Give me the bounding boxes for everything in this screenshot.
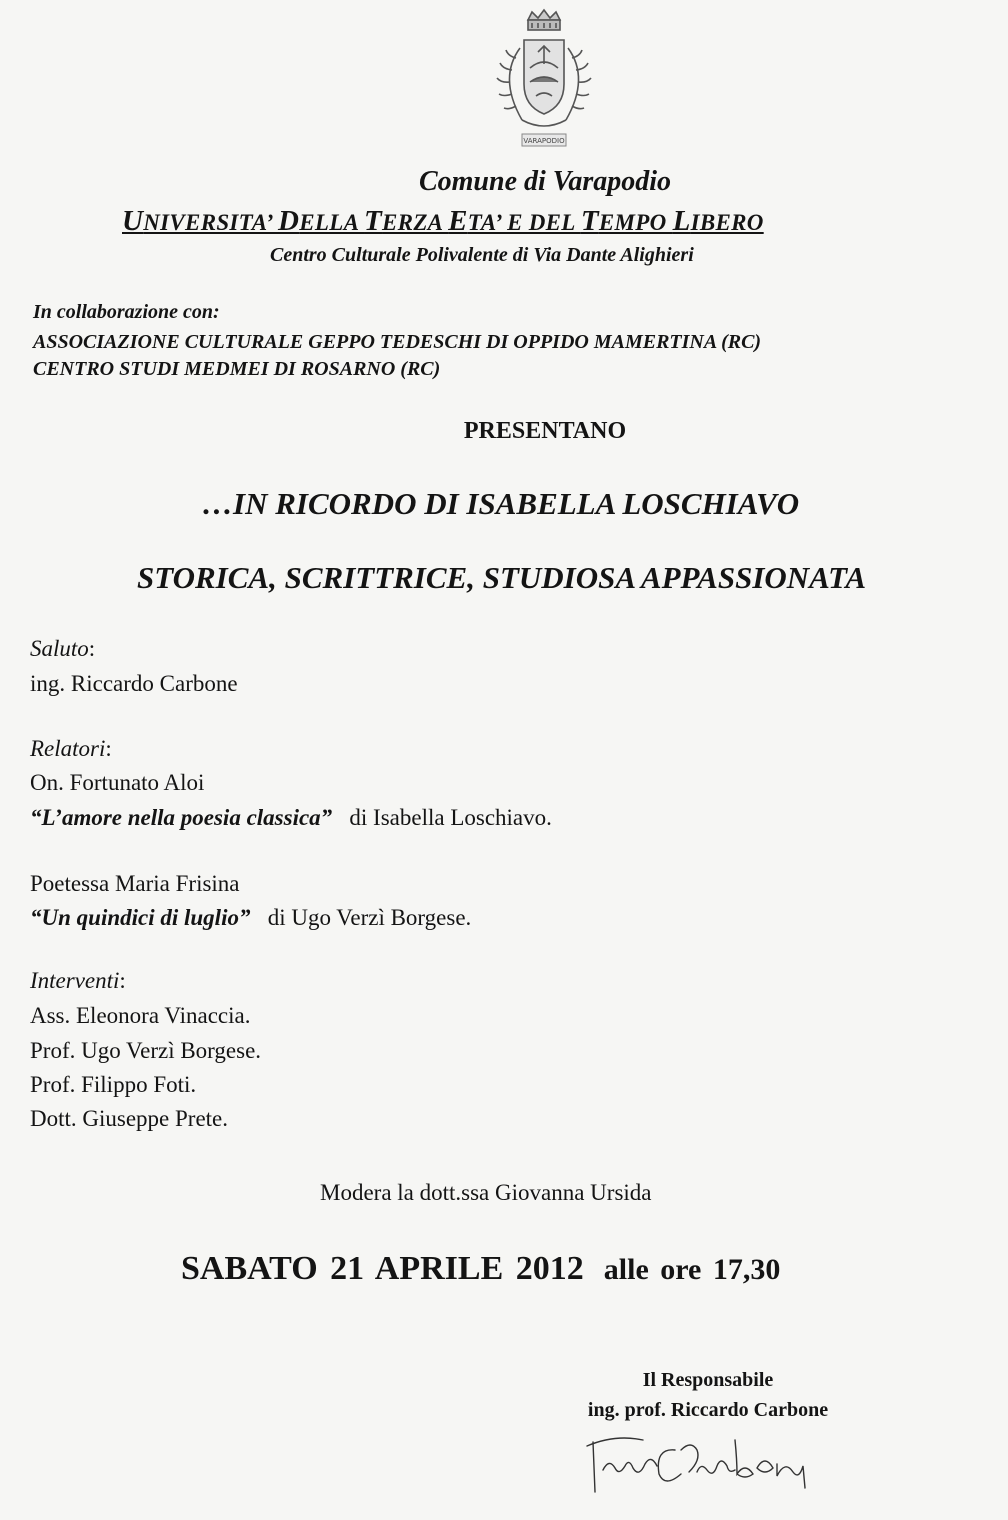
- event-subtitle: STORICA, SCRITTRICE, STUDIOSA APPASSIONATA: [137, 560, 867, 595]
- interventi-label: Interventi:: [30, 968, 126, 993]
- speaker-name: On. Fortunato Aloi: [30, 770, 205, 795]
- saluto-name: ing. Riccardo Carbone: [30, 671, 238, 696]
- handwritten-signature: [585, 1430, 845, 1500]
- cultural-center-address: Centro Culturale Polivalente di Via Dante Alighieri: [270, 244, 694, 266]
- intervento-item: Prof. Ugo Verzì Borgese.: [30, 1038, 262, 1063]
- collaboration-intro: In collaborazione con:: [33, 301, 220, 323]
- partner-item: ASSOCIAZIONE CULTURALE GEPPO TEDESCHI DI OPPIDO MAMERTINA (RC): [33, 331, 762, 353]
- event-title: …IN RICORDO DI ISABELLA LOSCHIAVO: [202, 486, 800, 521]
- svg-text:VARAPODIO: VARAPODIO: [523, 137, 565, 145]
- comune-title: Comune di Varapodio: [418, 166, 672, 197]
- presentano-heading: PRESENTANO: [463, 418, 627, 444]
- signer-name: ing. prof. Riccardo Carbone: [587, 1399, 829, 1421]
- intervento-item: Prof. Filippo Foti.: [30, 1072, 197, 1097]
- speaker-work-line: “Un quindici di luglio” di Ugo Verzì Borgese.: [30, 905, 472, 930]
- partner-item: CENTRO STUDI MEDMEI DI ROSARNO (RC): [33, 358, 441, 380]
- speaker-work-line: “L’amore nella poesia classica” di Isabella Loschiavo.: [30, 805, 552, 830]
- speaker-name: Poetessa Maria Frisina: [30, 871, 240, 896]
- intervento-item: Dott. Giuseppe Prete.: [30, 1106, 229, 1131]
- saluto-label: Saluto:: [30, 636, 96, 661]
- event-date-time: SABATO 21 APRILE 2012 alle ore 17,30: [181, 1250, 781, 1287]
- university-title: UNIVERSITA’ DELLA TERZA ETA’ E DEL TEMPO LIBERO: [122, 205, 764, 237]
- moderator-line: Modera la dott.ssa Giovanna Ursida: [320, 1180, 652, 1205]
- intervento-item: Ass. Eleonora Vinaccia.: [30, 1003, 251, 1028]
- municipal-crest-icon: [486, 8, 602, 154]
- relatori-label: Relatori:: [30, 736, 112, 761]
- signer-role: Il Responsabile: [642, 1369, 774, 1391]
